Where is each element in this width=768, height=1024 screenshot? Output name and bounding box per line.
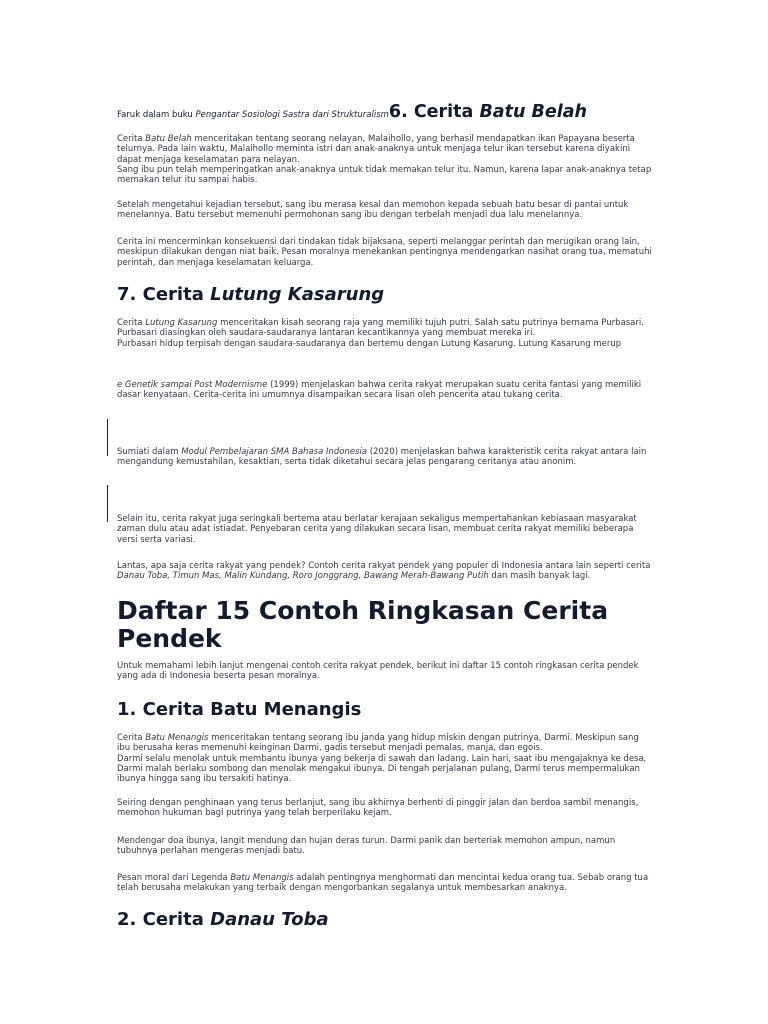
- story-list: Danau Toba, Timun Mas, Malin Kundang, Roro Jonggrang, Bawang Merah-Bawang Putih: [117, 571, 489, 582]
- text: Untuk memahami lebih lanjut mengenai contoh cerita rakyat pendek, berikut ini daftar 15 contoh ringkasan cerita pendek yang ada di Indonesia beserta pesan moralnya.: [117, 661, 639, 682]
- heading-text: 1. Cerita Batu Menangis: [117, 699, 362, 720]
- fragment-folklore-definition: [117, 380, 653, 401]
- text: menceritakan kisah seorang raja yang memiliki tujuh putri. Salah satu putrinya bernama Purbasari. Purbasari diasingkan oleh saudara-saudaranya lantaran kecantikannya yang membuat mereka iri.: [117, 318, 644, 339]
- heading-title: Lutung Kasarung: [210, 284, 385, 305]
- book-title: e Genetik sampai Post Modernisme: [117, 380, 268, 390]
- fragment-folklore-themes: [117, 514, 653, 545]
- text: menceritakan tentang seorang nelayan, Malaihollo, yang berhasil mendapatkan ikan Papayana beserta telurnya. Pada lain waktu, Malaihollo meminta istri dan anak-anaknya untuk menjaga telur ikan tersebut karena diyakini dapat menjaga keselamatan para nelayan.: [117, 134, 635, 165]
- text: Purbasari hidup terpisah dengan saudara-saudaranya dan bertemu dengan Lutung Kasarung. Lutung Kasarung merup: [117, 338, 622, 349]
- section-6-paragraph-1: [117, 134, 653, 186]
- text: Cerita: [117, 733, 146, 743]
- text: Cerita: [117, 318, 146, 328]
- section-1-paragraph-1: [117, 733, 653, 785]
- fragment-folklore-characteristics: [117, 447, 653, 468]
- section-7-heading: [117, 284, 653, 306]
- text: Setelah mengetahui kejadian tersebut, sang ibu merasa kesal dan memohon kepada sebuah batu besar di pantai untuk menelannya. Batu tersebut memenuhi permohonan sang ibu dengan terbelah menjadi dua lalu menelannya.: [117, 200, 629, 221]
- text-cursor-bar-2: [107, 485, 108, 522]
- title-text: Daftar 15 Contoh Ringkasan Cerita Pendek: [117, 596, 609, 653]
- text: (1999) menjelaskan bahwa cerita rakyat merupakan suatu cerita fantasi yang memiliki dasar kenyataan. Cerita-cerita ini umumnya disampaikan secara lisan oleh pencerita atau tukang cerita.: [117, 380, 642, 401]
- section-7-paragraph-1: [117, 318, 653, 349]
- fragment-popular-stories: [117, 561, 653, 582]
- heading-title: Danau Toba: [210, 909, 329, 930]
- section-6-heading-title: Batu Belah: [479, 102, 587, 122]
- text-cursor-bar-1: [107, 419, 108, 456]
- text: Seiring dengan penghinaan yang terus berlanjut, sang ibu akhirnya berhenti di pinggir jalan dan berdoa sambil menangis, memohon hukuman bagi putrinya yang telah berperilaku kejam.: [117, 798, 639, 819]
- section-6-paragraph-2: [117, 200, 653, 221]
- text: Cerita: [117, 134, 146, 144]
- section-2-heading: [117, 909, 653, 931]
- text: menceritakan tentang seorang ibu janda yang hidup miskin dengan putrinya, Darmi. Meskipun sang ibu berusaha keras memenuhi keinginan Darmi, gadis tersebut menjadi pemalas, manja, dan egois.: [117, 733, 639, 754]
- daftar-intro: [117, 661, 653, 682]
- book-reference-prefix: Faruk dalam buku: [117, 110, 196, 120]
- top-line: [117, 102, 587, 122]
- section-6-paragraph-3: [117, 237, 653, 268]
- section-1-paragraph-4: [117, 873, 653, 894]
- text: Lantas, apa saja cerita rakyat yang pendek? Contoh cerita rakyat pendek yang populer di Indonesia antara lain seperti cerita: [117, 561, 651, 571]
- text: Selain itu, cerita rakyat juga seringkali bertema atau berlatar kerajaan sekaligus mempertahankan kebiasaan masyarakat zaman dulu atau adat istiadat. Penyebaran cerita yang dilakukan secara lisan, membuat cerita rakyat memiliki beberapa versi serta variasi.: [117, 514, 637, 545]
- story-title: Batu Menangis: [145, 733, 209, 743]
- book-title: Modul Pembelajaran SMA Bahasa Indonesia: [181, 447, 368, 457]
- heading-prefix: 7. Cerita: [117, 284, 211, 305]
- text: dan masih banyak lagi.: [488, 571, 591, 582]
- text: adalah pentingnya menghormati dan mencintai kedua orang tua. Sebab orang tua telah berusaha melakukan yang terbaik dengan mengorbankan segalanya untuk membesarkan anaknya.: [117, 873, 649, 894]
- heading-prefix: 2. Cerita: [117, 909, 211, 930]
- section-1-heading: [117, 699, 653, 721]
- daftar-title: [117, 597, 653, 652]
- text: Mendengar doa ibunya, langit mendung dan hujan deras turun. Darmi panik dan berteriak memohon ampun, namun tubuhnya perlahan mengeras menjadi batu.: [117, 836, 616, 857]
- section-1-paragraph-3: [117, 836, 653, 857]
- book-reference-title: Pengantar Sosiologi Sastra dari Strukturalism: [195, 110, 389, 120]
- text: Pesan moral dari Legenda: [117, 873, 231, 883]
- text: Darmi selalu menolak untuk membantu ibunya yang bekerja di sawah dan ladang. Lain hari, saat ibu mengajaknya ke desa, Darmi malah berlaku sombong dan menolak mengakui ibunya. Di tengah perjalanan pulang, Darmi terus mempermalukan ibunya hingga sang ibu tersakiti hatinya.: [117, 753, 647, 785]
- text: (2020) menjelaskan bahwa karakteristik cerita rakyat antara lain mengandung kemustahilan, kesaktian, serta tidak diketahui secara jelas pengarang ceritanya atau anonim.: [117, 447, 647, 468]
- section-6-heading-prefix: 6. Cerita: [388, 102, 480, 122]
- text: Sang ibu pun telah memperingatkan anak-anaknya untuk tidak memakan telur itu. Namun, karena lapar anak-anaknya tetap memakan telur itu sampai habis.: [117, 165, 652, 186]
- story-title: Lutung Kasarung: [145, 318, 218, 328]
- text: Cerita ini mencerminkan konsekuensi dari tindakan tidak bijaksana, seperti melanggar perintah dan merugikan orang lain, meskipun dilakukan dengan niat baik. Pesan moralnya menekankan pentingnya mendengarkan nasihat orang tua, mematuhi perintah, dan menjaga keselamatan keluarga.: [117, 237, 652, 268]
- story-title: Batu Belah: [145, 134, 192, 144]
- story-title: Batu Menangis: [230, 873, 294, 883]
- section-1-paragraph-2: [117, 798, 653, 819]
- text: Sumiati dalam: [117, 447, 182, 457]
